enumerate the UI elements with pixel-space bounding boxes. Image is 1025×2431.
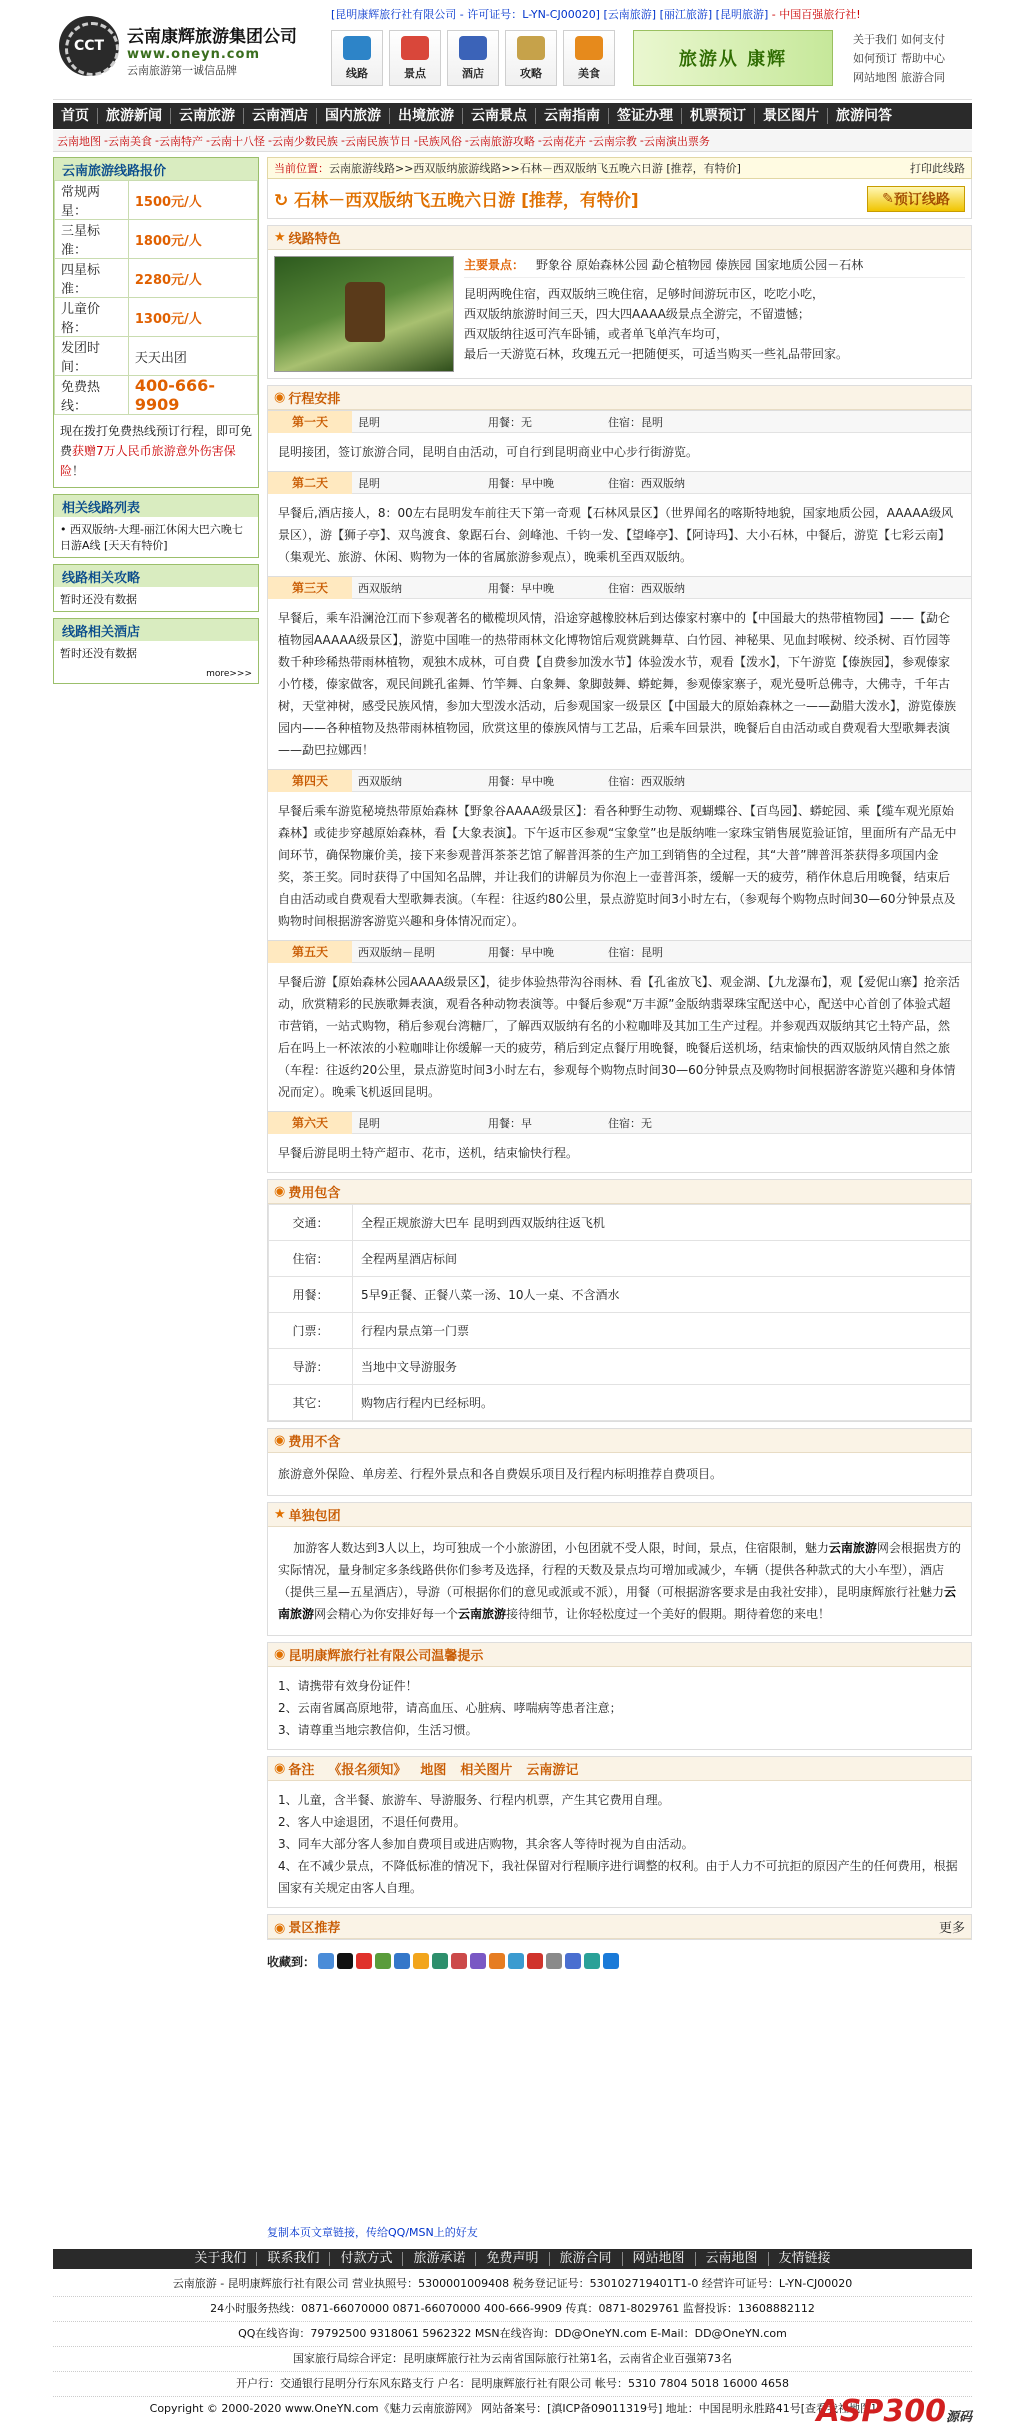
day-city: 昆明 [358, 415, 380, 429]
hotels-box [53, 618, 259, 684]
exclude-icon: ◉ [274, 1433, 286, 1448]
fee-value: 5早9正餐、正餐八菜一汤、10人一桌、不含酒水 [353, 1277, 971, 1313]
scenic-icon: ◉ [274, 1921, 286, 1936]
top-link-yunnan[interactable]: [云南旅游] [603, 8, 657, 21]
price-label: 四星标准： [55, 259, 129, 298]
footer-payment[interactable]: 付款方式 [330, 2252, 403, 2266]
day-meal: 用餐：早中晚 [488, 581, 554, 595]
category-icons [331, 30, 615, 86]
day-stay: 住宿：西双版纳 [608, 581, 685, 595]
scenic-head: 景区推荐 [288, 1921, 341, 1936]
bookmark-icon[interactable] [603, 1953, 619, 1969]
crumb-label: 当前位置： [274, 162, 329, 175]
tip-item: 1、请携带有效身份证件！ [278, 1679, 418, 1693]
top-link-lijiang[interactable]: [丽江旅游] [659, 8, 713, 21]
day-block [268, 576, 971, 769]
price-label: 儿童价格： [55, 298, 129, 337]
hotels-title: 线路相关酒店 [54, 619, 258, 641]
subnav-minorities[interactable]: 云南少数民族 [271, 134, 338, 148]
note-item: 2、客人中途退团，不退任何费用。 [278, 1815, 466, 1829]
day-number: 第三天 [268, 577, 352, 599]
bookmark-icon[interactable] [451, 1953, 467, 1969]
fee-value: 全程正规旅游大巴车 昆明到西双版纳往返飞机 [353, 1205, 971, 1241]
hotel-button[interactable]: 酒店 [447, 30, 499, 86]
scenic-more-link[interactable]: 更多 [938, 1921, 965, 1936]
day-block [268, 940, 971, 1111]
bookmark-icon[interactable] [508, 1953, 524, 1969]
fee-key: 门票： [269, 1313, 353, 1349]
note-item: 3、同车大部分客人参加自费项目或进店购物，其余客人等待时视为自由活动。 [278, 1837, 694, 1851]
link-help[interactable]: 帮助中心 [901, 52, 945, 65]
price-label: 三星标准： [55, 220, 129, 259]
day-city: 西双版纳 [358, 581, 402, 595]
tab-travelogue[interactable]: 云南游记 [526, 1763, 579, 1778]
hotline-number: 400-666-9909 [128, 376, 257, 415]
notes-icon: ◉ [274, 1761, 286, 1776]
spots-button[interactable]: 景点 [389, 30, 441, 86]
guide-icon [517, 36, 545, 60]
watermark-logo: ASP300源码 [816, 2394, 972, 2429]
nav-yunnan-travel[interactable]: 云南旅游 [171, 108, 244, 124]
price-value: 1800元/人 [128, 220, 257, 259]
day-block [268, 471, 971, 576]
weibo-icon[interactable] [356, 1953, 372, 1969]
footer-contract[interactable]: 旅游合同 [550, 2252, 623, 2266]
subnav-map[interactable]: 云南地图 [57, 134, 101, 148]
raiders-empty: 暂时还没有数据 [60, 593, 137, 606]
footer-contact[interactable]: 联系我们 [257, 2252, 330, 2266]
qq-icon[interactable] [337, 1953, 353, 1969]
footer-disclaimer[interactable]: 免费声明 [476, 2252, 549, 2266]
price-value: 2280元/人 [128, 259, 257, 298]
price-box [53, 157, 259, 488]
bookmark-icon[interactable] [565, 1953, 581, 1969]
top-link-license[interactable]: [昆明康辉旅行社有限公司 - 许可证号：L-YN-CJ00020] [331, 8, 600, 21]
day-text: 早餐后游昆明土特产超市、花市，送机，结束愉快行程。 [278, 1146, 579, 1160]
nav-qa[interactable]: 旅游问答 [836, 108, 892, 124]
subnav-eighteen[interactable]: 云南十八怪 [209, 134, 265, 148]
tab-notes[interactable]: 备注 [288, 1763, 315, 1778]
route-title-bar [267, 179, 972, 219]
price-value: 天天出团 [128, 337, 257, 376]
crumb-path[interactable]: 云南旅游线路>>西双版纳旅游线路>>石林－西双版纳飞五晚六日游 [推荐，有特价] [329, 162, 741, 175]
fee-exclude-section [267, 1428, 972, 1496]
utility-links [853, 30, 949, 87]
day-block [268, 1111, 971, 1172]
fee-include-section [267, 1179, 972, 1422]
related-title: 相关线路列表 [54, 495, 258, 517]
footer-rating: 国家旅行局综合评定：昆明康辉旅行社为云南省国际旅行社第1名，云南省企业百强第73名 [53, 2347, 972, 2372]
nav-hotels[interactable]: 云南酒店 [244, 108, 317, 124]
day-city: 西双版纳 [358, 774, 402, 788]
copy-link[interactable]: 复制本页文章链接，传给QQ/MSN上的好友 [267, 2226, 478, 2239]
bookmark-icon[interactable] [432, 1953, 448, 1969]
hotline-label: 免费热线： [55, 376, 129, 415]
fee-key: 住宿： [269, 1241, 353, 1277]
feature-section [267, 225, 972, 379]
footer-sitemap[interactable]: 网站地图 [623, 2252, 696, 2266]
fee-key: 其它： [269, 1385, 353, 1421]
brand-title: 云南康辉旅游集团公司 [127, 27, 297, 47]
subnav-customs[interactable]: 民族风俗 [417, 134, 462, 148]
subnav-strategy[interactable]: 云南旅游攻略 [468, 134, 535, 148]
print-link[interactable]: 打印此线路 [910, 162, 965, 175]
day-city: 西双版纳－昆明 [358, 945, 435, 959]
price-value: 1300元/人 [128, 298, 257, 337]
tab-photos[interactable]: 相关图片 [460, 1763, 513, 1778]
price-label: 常规两星： [55, 181, 129, 220]
top-link-rank: - 中国百强旅行社! [771, 8, 861, 21]
nav-visa[interactable]: 签证办理 [609, 108, 682, 124]
footer-friend-links[interactable]: 友情链接 [778, 2251, 831, 2266]
fee-value: 行程内景点第一门票 [353, 1313, 971, 1349]
subnav-festivals[interactable]: 云南民族节日 [344, 134, 411, 148]
bookmark-icon[interactable] [413, 1953, 429, 1969]
bookmark-icon[interactable] [489, 1953, 505, 1969]
bookmark-icon[interactable] [318, 1953, 334, 1969]
tip-item: 2、云南省属高原地带，请高血压、心脏病、哮喘病等患者注意； [278, 1701, 622, 1715]
price-value: 1500元/人 [128, 181, 257, 220]
tip-item: 3、请尊重当地宗教信仰，生活习惯。 [278, 1723, 478, 1737]
day-number: 第四天 [268, 770, 352, 792]
subnav-tickets[interactable]: 云南演出票务 [643, 134, 710, 148]
refresh-icon: ↻ [274, 191, 295, 211]
link-pay[interactable]: 如何支付 [901, 33, 945, 46]
fee-value: 购物店行程内已经标明。 [353, 1385, 971, 1421]
share-label: 收藏到： [267, 1954, 316, 1969]
guide-button[interactable]: 攻略 [505, 30, 557, 86]
feature-line: 西双版纳往返可汽车卧铺，或者单飞单汽车均可， [464, 327, 729, 341]
day-meal: 用餐：早中晚 [488, 945, 554, 959]
day-block [268, 769, 971, 940]
footer-online: QQ在线咨询：79792500 9318061 5962322 MSN在线咨询：DD@OneYN.com E-Mail：DD@OneYN.com [53, 2322, 972, 2347]
price-title: 云南旅游线路报价 [54, 158, 258, 180]
day-stay: 住宿：西双版纳 [608, 774, 685, 788]
main-content [267, 157, 972, 1976]
footer-license: 云南旅游 - 昆明康辉旅行社有限公司 营业执照号：5300001009408 税务登记证号：530102719401T1-0 经营许可证号：L-YN-CJ00020 [53, 2272, 972, 2297]
tips-list [268, 1667, 971, 1749]
nav-spots[interactable]: 云南景点 [463, 108, 536, 124]
link-book[interactable]: 如何预订 [853, 52, 897, 65]
brand-block [127, 22, 297, 78]
book-route-button[interactable]: ✎ 预订线路 [867, 186, 965, 212]
private-head: 单独包团 [288, 1509, 341, 1524]
footer-yunnan-map[interactable]: 云南地图 [696, 2252, 769, 2266]
footer-nav [53, 2249, 972, 2269]
note-item: 4、在不减少景点，不降低标准的情况下，我社保留对行程顺序进行调整的权利。由于人力不可抗拒的原因产生的任何费用，根据国家有关规定由客人自理。 [278, 1859, 958, 1895]
bookmark-icon[interactable] [470, 1953, 486, 1969]
more-link[interactable]: more>>> [206, 669, 252, 679]
notes-section [267, 1756, 972, 1908]
nav-flights[interactable]: 机票预订 [682, 108, 755, 124]
day-meal: 用餐：早 [488, 1116, 532, 1130]
day-number: 第六天 [268, 1112, 352, 1134]
bookmark-bar [267, 1946, 972, 1976]
day-stay: 住宿：西双版纳 [608, 476, 685, 490]
fee-key: 导游： [269, 1349, 353, 1385]
related-routes-box [53, 494, 259, 558]
hotels-empty: 暂时还没有数据 [60, 647, 137, 660]
fee-table [268, 1204, 971, 1421]
tips-section [267, 1642, 972, 1750]
subnav-religion[interactable]: 云南宗教 [592, 134, 637, 148]
bookmark-icon[interactable] [527, 1953, 543, 1969]
spots-value: 野象谷 原始森林公园 勐仑植物园 傣族园 国家地质公园－石林 [536, 258, 864, 272]
brand-url[interactable]: www.oneyn.com [127, 47, 260, 62]
day-city: 昆明 [358, 476, 380, 490]
link-about[interactable]: 关于我们 [853, 33, 897, 46]
nav-photos[interactable]: 景区图片 [755, 108, 828, 124]
food-button[interactable]: 美食 [563, 30, 615, 86]
fee-value: 全程两星酒店标间 [353, 1241, 971, 1277]
nav-domestic[interactable]: 国内旅游 [317, 108, 390, 124]
nav-news[interactable]: 旅游新闻 [98, 108, 171, 124]
day-stay: 住宿：昆明 [608, 945, 663, 959]
link-contract[interactable]: 旅游合同 [901, 71, 945, 84]
logo[interactable]: CCT [59, 16, 119, 76]
hotel-icon [459, 36, 487, 60]
fee-key: 用餐： [269, 1277, 353, 1313]
spots-label: 主要景点： [464, 258, 525, 272]
itinerary-section [267, 385, 972, 1173]
day-meal: 用餐：早中晚 [488, 476, 554, 490]
nav-guide[interactable]: 云南指南 [536, 108, 609, 124]
include-head: 费用包含 [288, 1186, 341, 1201]
itinerary-icon: ◉ [274, 390, 286, 405]
footer-promise[interactable]: 旅游承诺 [403, 2252, 476, 2266]
day-meal: 用餐：无 [488, 415, 532, 429]
star-icon: ★ [274, 1507, 286, 1522]
price-table [54, 180, 258, 415]
tab-signup[interactable]: 《报名须知》 [328, 1763, 407, 1778]
subnav-food[interactable]: 云南美食 [107, 134, 152, 148]
subnav-flowers[interactable]: 云南花卉 [541, 134, 586, 148]
footer-bank: 开户行：交通银行昆明分行东风东路支行 户名：昆明康辉旅行社有限公司 帐号：5310 7804 5018 16000 4658 [53, 2372, 972, 2397]
route-icon [343, 36, 371, 60]
fee-key: 交通： [269, 1205, 353, 1241]
fee-icon: ◉ [274, 1184, 286, 1199]
star-icon: ★ [274, 230, 286, 245]
pencil-icon: ✎ [882, 190, 894, 207]
banner-ad[interactable]: 旅游从 康辉 [633, 30, 833, 86]
tips-icon: ◉ [274, 1647, 286, 1662]
subnav-specialty[interactable]: 云南特产 [158, 134, 203, 148]
day-number: 第五天 [268, 941, 352, 963]
footer-copyright: Copyright © 2000-2020 www.OneYN.com《魅力云南旅游网》 网站备案号：[滇ICP备09011319号] 地址：中国昆明永胜路41号[查看我社地图] [149, 2402, 876, 2415]
nav-home[interactable]: 首页 [53, 108, 98, 124]
bookmark-icon[interactable] [584, 1953, 600, 1969]
bookmark-icon[interactable] [394, 1953, 410, 1969]
related-route-link[interactable]: • 西双版纳-大理-丽江休闲大巴六晚七日游A线 [天天有特价] [60, 523, 243, 552]
day-text: 昆明接团，签订旅游合同，昆明自由活动，可自行到昆明商业中心步行街游览。 [278, 445, 699, 459]
footer-about[interactable]: 关于我们 [184, 2252, 257, 2266]
brand-slogan: 云南旅游第一诚信品牌 [127, 64, 237, 77]
route-photo [274, 256, 454, 372]
sidebar [53, 157, 259, 690]
day-text: 早餐后，乘车沿澜沧江而下参观著名的橄榄坝风情，沿途穿越橡胶林后到达傣家村寨中的【中国最大的热带植物园】——【勐仑植物园AAAAA级景区】，游览中国唯一的热带雨林文化博物馆后观赏跳舞草、白竹园、神秘果、见血封喉树、绞杀树、百竹园等数千种珍稀热带雨林植物，观独木成林，可自费【自费参加泼水节】体验泼水节，观看【泼水】，下午游览【傣族园】，参观傣家小竹楼，傣家做客，观民间跳孔雀舞、竹竿舞、白象舞、象脚鼓舞、蟒蛇舞，参观傣家寨子，观光曼听总佛寺，大佛寺，千年古树，天堂神树，感受民族风情，参加大型泼水活动，后参观国家一级景区【中国最大的原始森林之一——勐腊大泼水】，游览傣族园内——各种植物及热带雨林植物园，欣赏这里的傣族风情与工艺品，后乘车回景洪，晚餐后自由活动或自费观看大型歌舞表演——勐巴拉娜西！ [278, 611, 957, 757]
tips-head: 昆明康辉旅行社有限公司温馨提示 [288, 1649, 484, 1664]
price-label: 发团时间： [55, 337, 129, 376]
itinerary-head: 行程安排 [288, 392, 341, 407]
notes-list [268, 1781, 971, 1907]
day-stay: 住宿：无 [608, 1116, 652, 1130]
feature-line: 最后一天游览石林，玫瑰五元一把随便买，可适当购买一些礼品带回家。 [464, 347, 849, 361]
tab-map[interactable]: 地图 [420, 1763, 447, 1778]
raiders-title: 线路相关攻略 [54, 565, 258, 587]
private-text: 加游客人数达到3人以上，均可独成一个小旅游团，小包团就不受人限，时间，景点，住宿限制，魅力云南旅游网会根据贵方的实际情况，量身制定多条线路供你们参考及选择，行程的天数及景点均可增加或减少，车辆（提供各种款式的大小车型），酒店（提供三星—五星酒店），导游（可根据你们的意见或派或不派），用餐（可根据游客要求是由我社安排），昆明康辉旅行社魅力云南旅游网会精心为你安排好每一个云南旅游接待细节，让你轻松度过一个美好的假期。期待着您的来电！ [278, 1541, 961, 1621]
nav-outbound[interactable]: 出境旅游 [390, 108, 463, 124]
breadcrumb [267, 157, 972, 179]
bookmark-icon[interactable] [375, 1953, 391, 1969]
bookmark-icon[interactable] [546, 1953, 562, 1969]
day-text: 早餐后,酒店接人，8：00左右昆明发车前往天下第一奇观【石林风景区】（世界闻名的喀斯特地貌，国家地质公园，AAAAA级风景区），游【狮子亭】、双鸟渡食、象踞石台、剑峰池、千钧一发、【望峰亭】、【阿诗玛】、大小石林，中餐后，游览【七彩云南】（集观光、旅游、休闲、购物为一体的省属旅游参观点），晚乘机至西双版纳。 [278, 506, 954, 564]
fee-value: 当地中文导游服务 [353, 1349, 971, 1385]
day-text: 早餐后乘车游览秘境热带原始森林【野象谷AAAA级景区】：看各种野生动物、观蝴蝶谷、【百鸟园】、蟒蛇园、乘【缆车观光原始森林】或徒步穿越原始森林，看【大象表演】。下午返市区参观“宝象堂”也是版纳唯一家珠宝销售展览验证馆，里面所有产品无中间环节，确保物廉价美，接下来参观普洱茶茶艺馆了解普洱茶的生产加工到销售的全过程，其“大普”牌普洱茶获得多项国内金奖，茶王奖。同时获得了中国知名品牌，并让我们的讲解员为你泡上一壶普洱茶，缓解一天的疲劳，稍作休息后用晚餐，结束后自由活动或自费观看大型歌舞表演。（车程：往返约80公里，景点游览时间3小时左右，（参观每个购物点时间30—60分钟景点及购物时间根据游客游览兴趣和身体情况而定）。 [278, 804, 957, 928]
note-item: 1、儿童，含半餐、旅游车、导游服务、行程内机票，产生其它费用自理。 [278, 1793, 670, 1807]
day-number: 第二天 [268, 472, 352, 494]
sub-nav: 云南地图 - 云南美食 - 云南特产 - 云南十八怪 - 云南少数民族 - 云南民族节日 - 民族风俗 - 云南旅游攻略 - 云南花卉 - 云南宗教 - 云南演出票务 [53, 130, 972, 152]
main-nav [53, 103, 972, 129]
promo-text: 现在拨打免费热线预订行程，即可免费获赠7万人民币旅游意外伤害保险！ [60, 424, 253, 478]
top-links [331, 6, 861, 22]
day-number: 第一天 [268, 411, 352, 433]
day-stay: 住宿：昆明 [608, 415, 663, 429]
exclude-text: 旅游意外保险、单房差、行程外景点和各自费娱乐项目及行程内标明推荐自费项目。 [278, 1467, 723, 1481]
feature-head: 线路特色 [288, 232, 341, 247]
route-title: 石林－西双版纳飞五晚六日游 [推荐，有特价] [294, 191, 639, 211]
feature-line: 西双版纳旅游时间三天，四大四AAAA级景点全游完，不留遗憾； [464, 307, 810, 321]
food-icon [575, 36, 603, 60]
raiders-box [53, 564, 259, 612]
top-link-kunming[interactable]: [昆明旅游] [715, 8, 769, 21]
route-button[interactable]: 线路 [331, 30, 383, 86]
private-tour-section [267, 1502, 972, 1636]
day-meal: 用餐：早中晚 [488, 774, 554, 788]
scenic-section [267, 1914, 972, 1940]
day-text: 早餐后游【原始森林公园AAAA级景区】，徒步体验热带沟谷雨林、看【孔雀放飞】、观金湖、【九龙瀑布】，观【爱伲山寨】抢亲活动，欣赏精彩的民族歌舞表演，观看各种动物表演等。中餐后参观“万丰源”金版纳翡翠珠宝配送中心，配送中心首创了体验式超市营销，一站式购物，稍后参观台湾糖厂，了解西双版纳有名的小粒咖啡及其加工生产过程。并参观西双版纳其它土特产品，然后在吗上一杯浓浓的小粒咖啡让你缓解一天的疲劳，稍后到定点餐厅用晚餐，晚餐后送机场，结束愉快的西双版纳风情自然之旅（车程：往返约20公里，景点游览时间3小时左右，参观每个购物点时间30—60分钟景点及购物时间根据游客游览兴趣和身体情况而定）。晚乘飞机返回昆明。 [278, 975, 960, 1099]
day-block [268, 410, 971, 471]
footer-hotline: 24小时服务热线：0871-66070000 0871-66070000 400-666-9909 传真：0871-8029761 监督投诉：13608882112 [53, 2297, 972, 2322]
day-city: 昆明 [358, 1116, 380, 1130]
spots-icon [401, 36, 429, 60]
feature-line: 昆明两晚住宿，西双版纳三晚住宿，足够时间游玩市区，吃吃小吃， [464, 287, 825, 301]
site-header [53, 0, 972, 100]
link-sitemap[interactable]: 网站地图 [853, 71, 897, 84]
exclude-head: 费用不含 [288, 1435, 341, 1450]
